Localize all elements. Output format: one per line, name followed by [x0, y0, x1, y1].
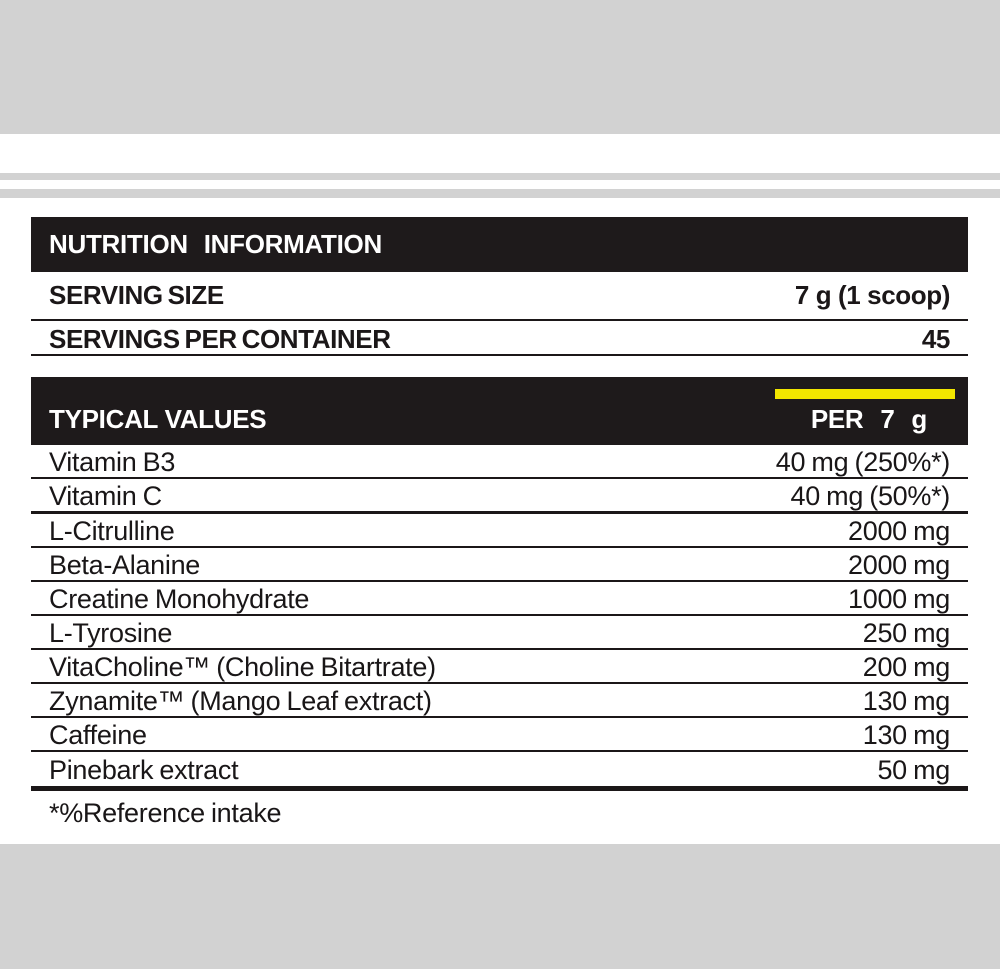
panel-spacer — [31, 356, 968, 377]
table-row — [31, 616, 968, 650]
table-row — [31, 548, 968, 582]
table-row — [31, 479, 968, 514]
servings-per-container-row — [31, 321, 968, 356]
serving-size-value: 7 g (1 scoop) — [794, 280, 950, 310]
yellow-accent-bar — [775, 389, 955, 399]
ingredient-name: L-Citrulline — [49, 515, 175, 546]
ingredient-amount: 40 mg (250%*) — [775, 446, 950, 477]
top-gray-band — [0, 0, 1000, 134]
ingredient-name: L-Tyrosine — [49, 617, 173, 648]
table-row — [31, 445, 968, 479]
table-row — [31, 684, 968, 718]
serving-size-row — [31, 272, 968, 321]
panel-title-bar — [31, 217, 968, 272]
ingredient-name: Caffeine — [49, 719, 147, 750]
panel-title: NUTRITION INFORMATION — [49, 229, 382, 259]
ingredient-amount: 250 mg — [862, 617, 950, 648]
table-row — [31, 582, 968, 616]
ingredient-amount: 2000 mg — [848, 549, 950, 580]
ingredient-name: Creatine Monohydrate — [49, 583, 310, 614]
ingredient-name: VitaCholine™ (Choline Bitartrate) — [49, 651, 436, 682]
ingredient-name: Beta-Alanine — [49, 549, 201, 580]
ingredient-amount: 50 mg — [877, 754, 950, 785]
ingredient-name: Vitamin B3 — [49, 446, 176, 477]
table-header-right: PER 7 g — [810, 404, 927, 434]
gray-stripe-upper — [0, 173, 1000, 180]
ingredient-amount: 200 mg — [862, 651, 950, 682]
nutrition-panel — [31, 217, 968, 829]
ingredient-name: Pinebark extract — [49, 754, 239, 785]
reference-intake-footnote: *%Reference intake — [49, 798, 282, 828]
table-row — [31, 514, 968, 548]
ingredient-name: Vitamin C — [49, 480, 162, 511]
ingredient-amount: 130 mg — [862, 685, 950, 716]
ingredient-amount: 40 mg (50%*) — [790, 480, 950, 511]
serving-size-label: SERVING SIZE — [49, 280, 224, 310]
ingredient-amount: 130 mg — [862, 719, 950, 750]
ingredient-name: Zynamite™ (Mango Leaf extract) — [49, 685, 432, 716]
table-row — [31, 752, 968, 791]
table-row — [31, 650, 968, 684]
servings-per-container-value: 45 — [921, 323, 950, 354]
gray-stripe-lower — [0, 189, 1000, 198]
ingredient-amount: 2000 mg — [848, 515, 950, 546]
table-header-left: TYPICAL VALUES — [49, 404, 267, 434]
table-header-bar — [31, 377, 968, 445]
servings-per-container-label: SERVINGS PER CONTAINER — [49, 323, 391, 354]
bottom-gray-band — [0, 844, 1000, 969]
ingredient-amount: 1000 mg — [848, 583, 950, 614]
table-row — [31, 718, 968, 752]
